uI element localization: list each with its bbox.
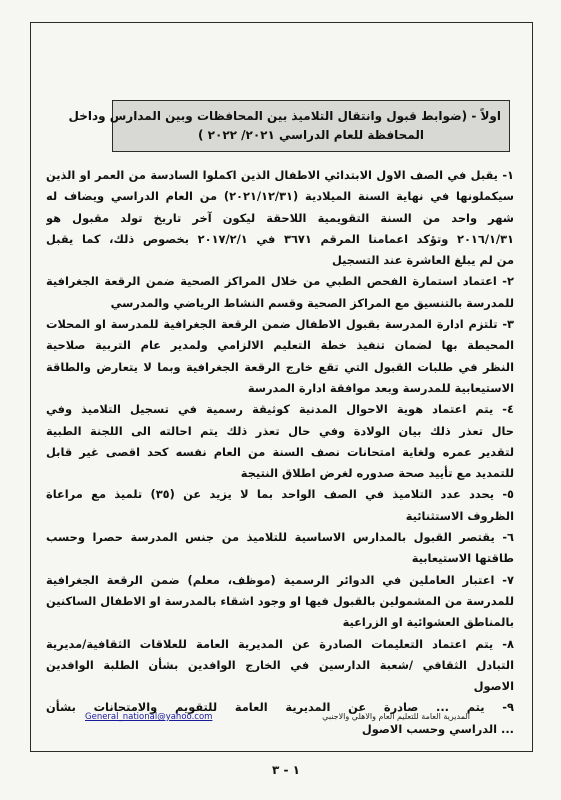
rule-line: سيكملونها في نهاية السنة الميلادية (٢٠٢١/١٢/٣١) من العام الدراسي ويضاف له — [46, 189, 514, 204]
rule-item — [46, 484, 514, 527]
rule-item — [46, 399, 514, 484]
rule-line: ٤- يتم اعتماد هوية الاحوال المدنية كوثيقة رسمية في تسجيل التلاميذ وفي — [46, 402, 514, 417]
rule-item — [46, 314, 514, 399]
section-title-box — [68, 100, 510, 152]
rule-item — [46, 527, 514, 570]
rule-line: للمدرسة من المشمولين بالقبول فيها او وجود اشقاء بالمدرسة او الاطفال الساكنين — [46, 593, 514, 608]
rule-line: ٦- يقتصر القبول بالمدارس الاساسية للتلاميذ من جنس المدرسة حصرا وحسب — [46, 530, 514, 545]
rule-line: الظروف الاستثنائية — [405, 508, 514, 523]
rule-line: المحيطة بها لضمان تنفيذ خطة التعليم الالزامي ولمدير عام التربية صلاحية — [46, 338, 514, 353]
section-title-line-1: اولاً - (ضوابط قبول وانتقال التلاميذ بين المحافظات وبين المدارس وداخل — [68, 109, 501, 123]
rule-line: الاستيعابية للمدرسة وبعد موافقة ادارة المدرسة — [247, 380, 514, 395]
rule-line: ... الدراسي وحسب الاصول — [361, 721, 514, 736]
footer-email-link[interactable]: General_national@yahoo.com — [85, 712, 213, 722]
rule-item — [46, 634, 514, 698]
rule-line: ٥- يحدد عدد التلاميذ في الصف الواحد بما لا يزيد عن (٣٥) تلميذ مع مراعاة — [46, 487, 514, 502]
section-title-line-2: المحافظة للعام الدراسي ٢٠٢١/ ٢٠٢٢ ) — [198, 128, 424, 142]
rule-line: ٢- اعتماد استمارة الفحص الطبي من خلال المراكز الصحية ضمن الرقعة الجغرافية — [46, 274, 514, 289]
rule-line: ٨- يتم اعتماد التعليمات الصادرة عن المديرية العامة للعلاقات الثقافية/مديرية — [46, 636, 514, 651]
rule-line: للمدرسة بالتنسيق مع المراكز الصحية وقسم النشاط الرياضي والمدرسي — [110, 295, 514, 310]
rule-line: من لم يبلغ العاشرة عند التسجيل — [331, 253, 514, 268]
rule-line: بالمناطق العشوائية او الزراعية — [342, 615, 514, 630]
rule-item — [46, 165, 514, 271]
rule-line: شهر واحد من السنة التقويمية اللاحقة ليكون آخر تاريخ تولد مقبول هو — [46, 210, 514, 225]
page-number: ١ - ٣ — [272, 763, 300, 777]
rule-line: ٢٠١٦/١/٣١ وتؤكد اعمامنا المرقم ٣٦٧١ في ٢٠١٧/٢/١ بخصوص ذلك، كما يقبل — [46, 231, 514, 246]
footer-department: المديرية العامة للتعليم العام والاهلي والاجنبي — [322, 712, 470, 721]
rule-line: ١- يقبل في الصف الاول الابتدائي الاطفال الذين اكملوا السادسة من العمر او الذين — [46, 168, 514, 182]
page-footer — [85, 710, 470, 724]
rules-list — [46, 165, 514, 740]
rule-line: ٣- تلتزم ادارة المدرسة بقبول الاطفال ضمن الرقعة الجغرافية للمدرسة او المحلات — [46, 317, 514, 332]
rule-line: للتمديد مع تأييد صحة صدوره لغرض اطلاق النتيجة — [240, 466, 514, 481]
rule-item — [46, 570, 514, 634]
rule-line: النظر في طلبات القبول التي تقع خارج الرقعة الجغرافية وبما لا يتعارض والطاقة — [46, 359, 514, 374]
rule-item — [46, 271, 514, 314]
rule-line: ٧- اعتبار العاملين في الدوائر الرسمية (موظف، معلم) ضمن الرقعة الجغرافية — [46, 572, 514, 587]
rule-line: لتقدير عمره ولغاية امتحانات نصف السنة من العام نفسه كحد اقصى غير قابل — [46, 444, 514, 459]
rule-line: ٩- يتم ... صادرة عن المديرية العامة للتقويم والامتحانات بشأن — [46, 700, 514, 715]
rule-line: الاصول — [473, 679, 514, 694]
rule-line: طاقتها الاستيعابية — [411, 551, 514, 566]
rule-line: حال تعذر ذلك بيان الولادة وفي حال تعذر ذلك يتم احالته الى اللجنة الطبية — [46, 423, 514, 438]
rule-line: التبادل الثقافي /شعبة الدارسين في الخارج الوافدين بشأن الطلبة الوافدين — [46, 657, 514, 672]
